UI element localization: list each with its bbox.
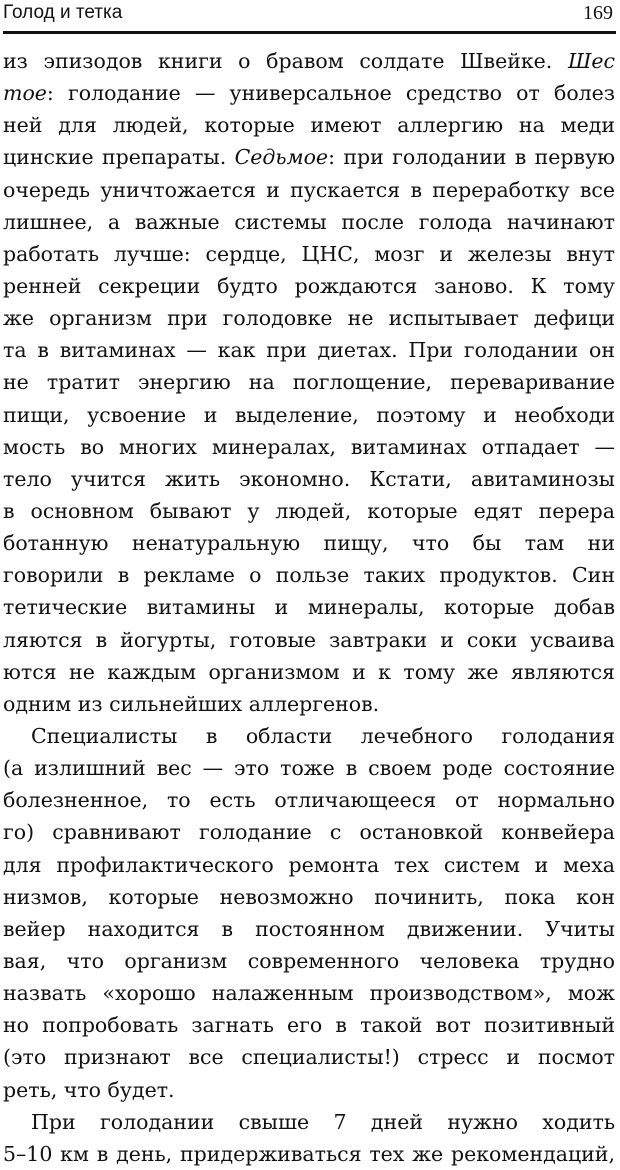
text-segment: Специалисты в области лечебного голодания <box>31 723 615 748</box>
text-line <box>3 270 615 302</box>
text-segment: же организм при голодовке не испытывает дефици <box>3 306 615 331</box>
text-segment: болезненное, то есть отличающееся от нормально <box>3 788 615 813</box>
text-segment: но попробовать загнать его в такой вот позитивный <box>3 1013 615 1038</box>
text-segment: При голодании свыше 7 дней нужно ходить <box>31 1109 615 1134</box>
paragraph <box>3 720 615 1106</box>
text-segment: работать лучше: сердце, ЦНС, мозг и железы внут <box>3 241 615 266</box>
text-segment: в основном бывают у людей, которые едят перера <box>3 498 615 523</box>
text-line <box>3 591 615 623</box>
text-line <box>3 1041 615 1073</box>
text-segment: тетические витамины и минералы, которые добав <box>3 595 615 620</box>
paragraph <box>3 45 615 720</box>
text-line <box>3 913 615 945</box>
text-line <box>3 109 615 141</box>
text-line <box>3 399 615 431</box>
text-line <box>3 881 615 913</box>
text-line <box>3 720 615 752</box>
text-segment: : при голодании в первую <box>328 145 615 170</box>
text-segment: не тратит энергию на поглощение, переваривание <box>3 370 615 395</box>
running-title: Голод и тетка <box>3 2 123 23</box>
text-segment: лишнее, а важные системы после голода начинают <box>3 209 615 234</box>
text-segment: низмов, которые невозможно починить, пока кон <box>3 884 615 909</box>
text-segment: для профилактического ремонта тех систем и меха <box>3 852 615 877</box>
text-segment: реть, что будет. <box>3 1077 175 1102</box>
text-segment: ботанную ненатуральную пищу, что бы там ни <box>3 531 615 556</box>
text-line <box>3 206 615 238</box>
text-line <box>3 559 615 591</box>
text-line <box>3 656 615 688</box>
text-line <box>3 527 615 559</box>
italic-text: Седьмое <box>234 145 329 170</box>
page-header <box>3 0 615 30</box>
text-line <box>3 977 615 1009</box>
text-line <box>3 77 615 109</box>
text-segment: вейер находится в постоянном движении. Учиты <box>3 916 615 941</box>
text-line <box>3 463 615 495</box>
text-line <box>3 141 615 173</box>
text-line <box>3 1074 615 1106</box>
text-line <box>3 238 615 270</box>
text-line <box>3 784 615 816</box>
text-line <box>3 431 615 463</box>
text-segment: ней для людей, которые имеют аллергию на меди <box>3 113 615 138</box>
text-segment: пищи, усвоение и выделение, поэтому и необходи <box>3 402 615 427</box>
text-segment: (а излишний вес — это тоже в своем роде состояние <box>3 756 615 781</box>
header-rule <box>3 31 616 34</box>
text-segment: ренней секреции будто рождаются заново. К тому <box>3 273 615 298</box>
text-line <box>3 849 615 881</box>
text-line <box>3 945 615 977</box>
page-number: 169 <box>583 2 613 24</box>
text-line <box>3 1138 615 1170</box>
text-segment: ются не каждым организмом и к тому же являются <box>3 659 615 684</box>
text-line <box>3 1106 615 1138</box>
text-segment: го) сравнивают голодание с остановкой конвейера <box>3 820 615 845</box>
text-segment: говорили в рекламе о пользе таких продуктов. Син <box>3 563 615 588</box>
text-segment: тело учится жить экономно. Кстати, авитаминозы <box>3 466 615 491</box>
text-segment: вая, что организм современного человека трудно <box>3 948 615 973</box>
text-segment: та в витаминах — как при диетах. При голодании он <box>3 338 615 363</box>
body-text <box>3 45 615 1170</box>
text-line <box>3 1009 615 1041</box>
paragraph <box>3 1106 615 1170</box>
text-line <box>3 174 615 206</box>
text-line <box>3 302 615 334</box>
text-segment: одним из сильнейших аллергенов. <box>3 691 380 716</box>
text-segment: очередь уничтожается и пускается в переработку все <box>3 177 615 202</box>
text-line <box>3 816 615 848</box>
text-line <box>3 688 615 720</box>
text-segment: мость во многих минералах, витаминах отпадает — <box>3 434 615 459</box>
text-segment: ляются в йогурты, готовые завтраки и соки усваива <box>3 627 615 652</box>
text-segment: цинские препараты. <box>3 145 235 170</box>
text-segment: (это признают все специалисты!) стресс и посмот <box>3 1045 615 1070</box>
text-segment: 5–10 км в день, придерживаться тех же рекомендаций, <box>3 1141 615 1166</box>
text-line <box>3 45 615 77</box>
text-line <box>3 334 615 366</box>
italic-text: тое <box>3 81 47 106</box>
text-segment: : голодание — универсальное средство от болез <box>46 81 615 106</box>
text-line <box>3 624 615 656</box>
text-segment: назвать «хорошо налаженным производством», мож <box>3 981 615 1006</box>
text-line <box>3 752 615 784</box>
text-line <box>3 366 615 398</box>
text-segment: из эпизодов книги о бравом солдате Швейке. <box>3 49 568 73</box>
text-line <box>3 495 615 527</box>
italic-text: Шес <box>567 49 615 73</box>
